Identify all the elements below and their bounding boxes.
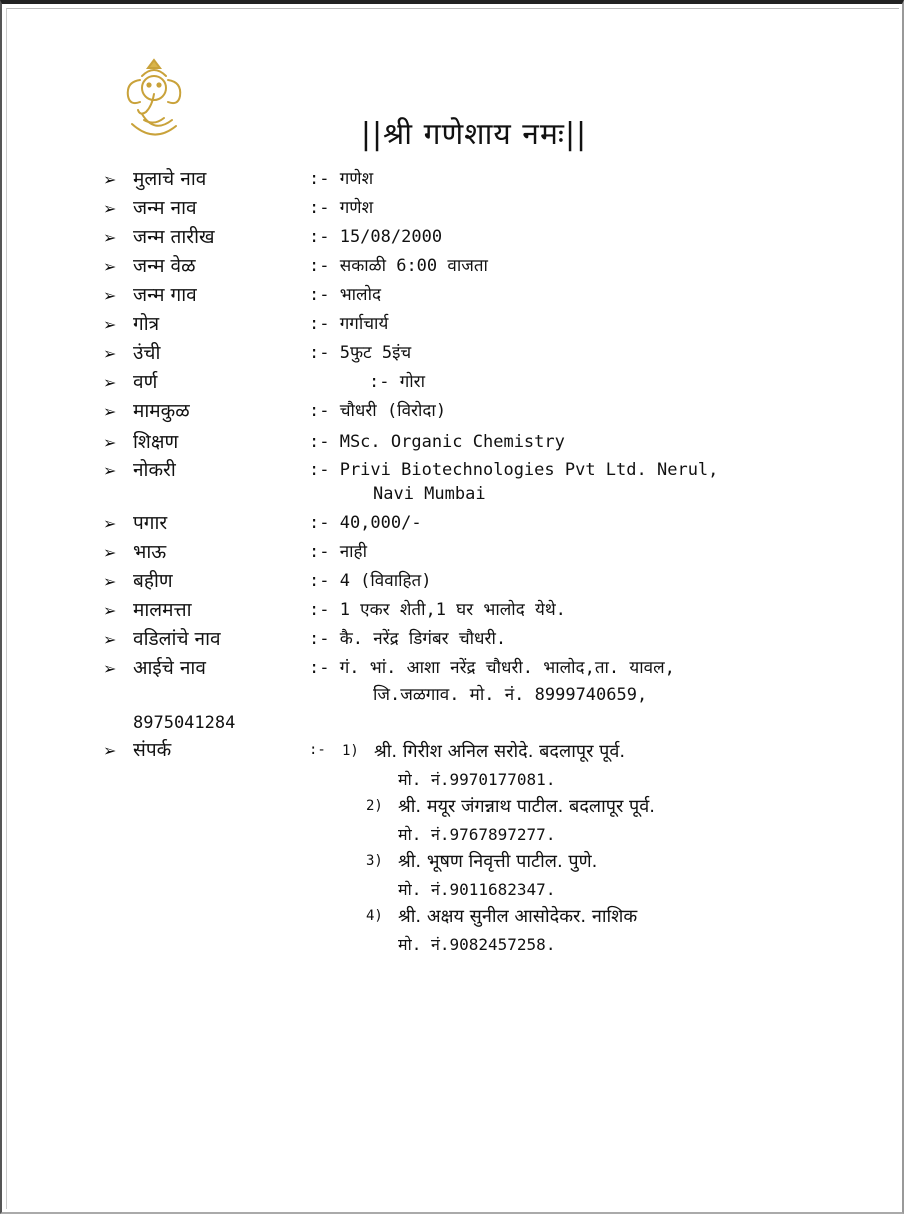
contact-name: श्री. गिरीश अनिल सरोदे. बदलापूर पूर्व.: [374, 741, 626, 762]
bullet-arrow-icon: ➢: [103, 433, 117, 452]
detail-value-continued: Navi Mumbai: [373, 484, 486, 504]
contact-number: 1): [342, 743, 359, 759]
detail-value: :- 5फुट 5इंच: [309, 343, 412, 363]
detail-value: :- सकाळी 6:00 वाजता: [309, 256, 488, 276]
contact-prefix: :-: [309, 742, 326, 758]
detail-value: :- 4 (विवाहित): [309, 571, 432, 591]
contact-phone: मो. नं.9970177081.: [398, 770, 556, 789]
bullet-arrow-icon: ➢: [103, 659, 117, 678]
detail-value: :- गोरा: [369, 372, 426, 392]
detail-value: :- MSc. Organic Chemistry: [309, 432, 565, 452]
bullet-arrow-icon: ➢: [103, 373, 117, 392]
detail-label: मामकुळ: [133, 400, 190, 422]
detail-value: :- गणेश: [309, 169, 374, 189]
contact-name: श्री. मयूर जंगन्नाथ पाटील. बदलापूर पूर्व.: [398, 796, 656, 817]
detail-label: जन्म तारीख: [133, 226, 215, 248]
detail-label: जन्म गाव: [133, 284, 197, 306]
bullet-arrow-icon: ➢: [103, 543, 117, 562]
detail-value-continued: जि.जळगाव. मो. नं. 8999740659,: [373, 685, 648, 705]
bullet-arrow-icon: ➢: [103, 630, 117, 649]
detail-label: शिक्षण: [133, 431, 179, 453]
bullet-arrow-icon: ➢: [103, 461, 117, 480]
detail-label: वर्ण: [133, 371, 158, 393]
bullet-arrow-icon: ➢: [103, 228, 117, 247]
contact-phone: मो. नं.9082457258.: [398, 935, 556, 954]
detail-label: मुलाचे नाव: [133, 168, 207, 190]
contact-name: श्री. भूषण निवृत्ती पाटील. पुणे.: [398, 851, 598, 872]
detail-value: :- कै. नरेंद्र डिगंबर चौधरी.: [309, 629, 507, 649]
detail-value: :- चौधरी (विरोदा): [309, 401, 447, 421]
contact-phone: मो. नं.9767897277.: [398, 825, 556, 844]
detail-label: पगार: [133, 512, 168, 534]
contact-phone: मो. नं.9011682347.: [398, 880, 556, 899]
contact-label: संपर्क: [133, 739, 172, 761]
detail-value: :- 1 एकर शेती,1 घर भालोद येथे.: [309, 600, 566, 620]
detail-label: मालमत्ता: [133, 599, 192, 621]
contact-number: 3): [366, 853, 383, 869]
detail-label: उंची: [133, 342, 161, 364]
detail-label: नोकरी: [133, 459, 176, 481]
bullet-arrow-icon: ➢: [103, 572, 117, 591]
detail-label: गोत्र: [133, 313, 160, 335]
bullet-arrow-icon: ➢: [103, 199, 117, 218]
detail-label: वडिलांचे नाव: [133, 628, 221, 650]
detail-value: :- गणेश: [309, 198, 374, 218]
bullet-arrow-icon: ➢: [103, 741, 117, 760]
detail-value: :- 40,000/-: [309, 513, 422, 533]
detail-value: :- गं. भां. आशा नरेंद्र चौधरी. भालोद,ता. यावल,: [309, 658, 675, 678]
detail-label: जन्म नाव: [133, 197, 197, 219]
bullet-arrow-icon: ➢: [103, 257, 117, 276]
detail-value: :- Privi Biotechnologies Pvt Ltd. Nerul,: [309, 460, 719, 480]
detail-value-continued: 8975041284: [133, 713, 236, 733]
detail-value: :- नाही: [309, 542, 367, 562]
bullet-arrow-icon: ➢: [103, 601, 117, 620]
page-title: ||श्री गणेशाय नमः||: [360, 117, 588, 152]
bullet-arrow-icon: ➢: [103, 170, 117, 189]
bullet-arrow-icon: ➢: [103, 514, 117, 533]
bullet-arrow-icon: ➢: [103, 286, 117, 305]
contact-number: 2): [366, 798, 383, 814]
detail-value: :- गर्गाचार्य: [309, 314, 389, 334]
contact-number: 4): [366, 908, 383, 924]
contact-name: श्री. अक्षय सुनील आसोदेकर. नाशिक: [398, 906, 638, 927]
bullet-arrow-icon: ➢: [103, 344, 117, 363]
detail-label: आईचे नाव: [133, 657, 206, 679]
detail-label: जन्म वेळ: [133, 255, 196, 277]
detail-value: :- 15/08/2000: [309, 227, 443, 247]
detail-value: :- भालोद: [309, 285, 382, 305]
bullet-arrow-icon: ➢: [103, 402, 117, 421]
detail-label: बहीण: [133, 570, 173, 592]
bullet-arrow-icon: ➢: [103, 315, 117, 334]
detail-label: भाऊ: [133, 541, 167, 563]
